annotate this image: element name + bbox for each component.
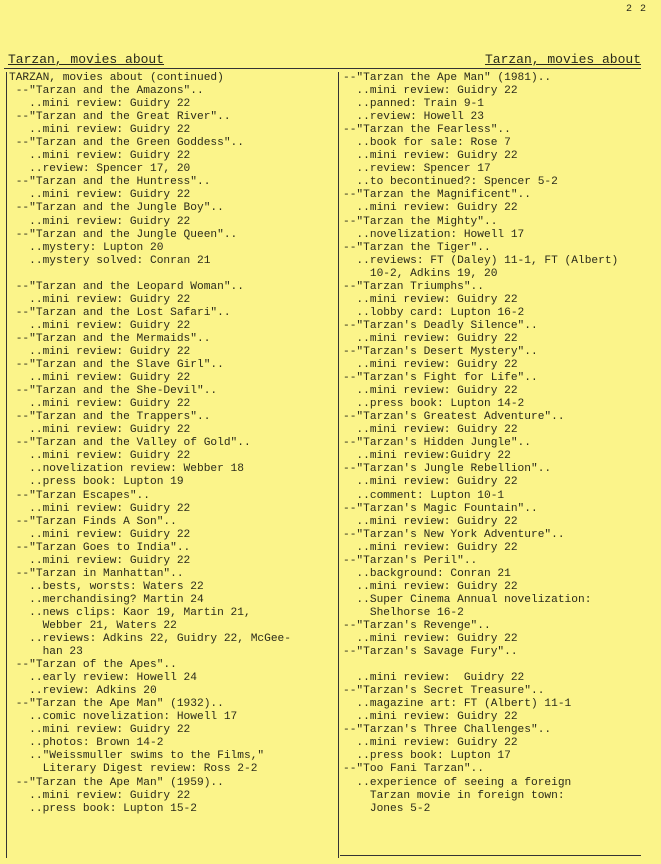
index-entry-line [343,659,651,672]
bottom-rule [340,855,641,856]
index-entry-line: --"Tarzan's Secret Treasure".. [343,685,545,698]
index-entry-line: --"Tarzan Triumphs".. [343,280,484,293]
index-entry-line: --"Tarzan's New York Adventure".. [343,528,565,541]
right-column [338,72,651,858]
header-rule [4,68,641,69]
index-entry-line: ..mini review: Guidry 22 [343,476,518,489]
index-entry-line: --"Tarzan and the Amazons".. [9,85,204,98]
index-entry-line: --"Tarzan and the Trappers".. [9,411,211,424]
index-entry-line: --"Tarzan and the Green Goddess".. [9,137,244,150]
index-entry-line: --"Tarzan's Three Challenges".. [343,724,552,737]
index-entry-line: --"Tarzan's Jungle Rebellion".. [343,463,552,476]
index-entry-line: --"Tarzan and the Slave Girl".. [9,359,224,372]
index-entry-line: ..mini review: Guidry 22 [9,372,191,385]
index-entry-line: --"Tarzan's Greatest Adventure".. [343,411,565,424]
index-entry-line: --"Tarzan the Tiger".. [343,241,491,254]
index-entry-line: ..comic novelization: Howell 17 [9,711,238,724]
index-entry-line: ..mini review: Guidry 22 [9,150,191,163]
index-entry-line: --"Tarzan and the Lost Safari".. [9,306,231,319]
index-entry-line: ..mini review: Guidry 22 [343,150,518,163]
index-entry-line: ..mini review: Guidry 22 [343,293,518,306]
right-header-title: Tarzan, movies about [484,52,641,67]
index-entry-line: ..Super Cinema Annual novelization: [343,593,592,606]
index-entry-line: ..mini review: Guidry 22 [9,98,191,111]
index-entry-line: --"Tarzan the Ape Man" (1959).. [9,776,224,789]
index-entry-line: Literary Digest review: Ross 2-2 [9,763,258,776]
index-entry-line: ..mini review: Guidry 22 [9,424,191,437]
index-entry-line: ..mystery: Lupton 20 [9,241,164,254]
index-entry-line: ..mini review: Guidry 22 [343,515,518,528]
index-entry-line: ..review: Adkins 20 [9,685,157,698]
page-number: 2 2 [625,4,647,15]
index-entry-line: ..mini review: Guidry 22 [343,424,518,437]
index-entry-line: --"Tarzan and the Valley of Gold".. [9,437,251,450]
index-entry-line: ..novelization review: Webber 18 [9,463,244,476]
index-entry-line: ..mini review: Guidry 22 [343,580,518,593]
index-entry-line: ..mini review: Guidry 22 [9,528,191,541]
index-entry-line: --"Tarzan's Desert Mystery".. [343,345,538,358]
index-entry-line: ..experience of seeing a foreign [343,776,572,789]
index-entry-line: ..mini review: Guidry 22 [9,345,191,358]
index-entry-line: ..to becontinued?: Spencer 5-2 [343,176,558,189]
index-entry-line: --"Tarzan Goes to India".. [9,541,191,554]
index-entry-line: ..mini review: Guidry 22 [9,398,191,411]
index-entry-line: ..mini review: Guidry 22 [9,319,191,332]
index-entry-line: .."Weissmuller swims to the Films," [9,750,265,763]
index-entry-line: --"Too Fani Tarzan".. [343,763,484,776]
index-entry-line: --"Tarzan the Ape Man" (1932).. [9,698,224,711]
index-entry-line: ..mini review: Guidry 22 [343,332,518,345]
index-entry-line: --"Tarzan and the Leopard Woman".. [9,280,244,293]
index-entry-line: ..early review: Howell 24 [9,672,197,685]
index-entry-line: --"Tarzan's Savage Fury".. [343,646,518,659]
index-entry-line: Shelhorse 16-2 [343,606,464,619]
index-entry-line: --"Tarzan and the Mermaids".. [9,332,211,345]
index-entry-line: ..press book: Lupton 15-2 [9,802,197,815]
index-entry-line: ..mini review: Guidry 22 [9,215,191,228]
index-entry-line: ..mini review: Guidry 22 [9,502,191,515]
index-entry-line: ..mystery solved: Conran 21 [9,254,211,267]
index-entry-line: ..mini review: Guidry 22 [343,633,518,646]
index-entry-line: ..photos: Brown 14-2 [9,737,164,750]
index-entry-line: ..mini review: Guidry 22 [343,711,518,724]
index-entry-line: ..mini review: Guidry 22 [343,85,518,98]
index-entry-line: ..magazine art: FT (Albert) 11-1 [343,698,572,711]
index-entry-line: ..mini review: Guidry 22 [9,189,191,202]
index-entry-line: --"Tarzan's Peril".. [343,554,478,567]
index-entry-line: --"Tarzan's Fight for Life".. [343,372,538,385]
index-entry-line: ..lobby card: Lupton 16-2 [343,306,525,319]
index-entry-line: --"Tarzan the Fearless".. [343,124,511,137]
index-entry-line [9,268,329,281]
index-entry-line: ..reviews: FT (Daley) 11-1, FT (Albert) [343,254,619,267]
index-entry-line: ..mini review: Guidry 22 [343,541,518,554]
index-entry-line: Jones 5-2 [343,802,431,815]
index-entry-line: ..mini review: Guidry 22 [9,124,191,137]
index-entry-line: --"Tarzan in Manhattan".. [9,567,184,580]
index-entry-line: --"Tarzan Finds A Son".. [9,515,177,528]
index-entry-line: ..reviews: Adkins 22, Guidry 22, McGee- [9,633,291,646]
index-entry-line: ..press book: Lupton 17 [343,750,511,763]
index-entry-line: ..mini review: Guidry 22 [343,202,518,215]
index-entry-line: ..mini review: Guidry 22 [9,554,191,567]
index-entry-line: ..mini review: Guidry 22 [343,359,518,372]
index-entry-line: ..review: Spencer 17, 20 [9,163,191,176]
index-entry-line: --"Tarzan's Magic Fountain".. [343,502,538,515]
index-entry-line: ..background: Conran 21 [343,567,511,580]
index-entry-line: ..review: Spencer 17 [343,163,491,176]
index-entry-line: --"Tarzan the Ape Man" (1981).. [343,72,552,84]
index-entry-line: --"Tarzan and the Great River".. [9,111,231,124]
index-entry-line: ..mini review: Guidry 22 [9,293,191,306]
index-entry-line: --"Tarzan's Hidden Jungle".. [343,437,531,450]
index-entry-line: ..mini review:Guidry 22 [343,450,511,463]
index-entry-line: TARZAN, movies about (continued) [9,72,224,84]
index-entry-line: Tarzan movie in foreign town: [343,789,565,802]
index-entry-line: --"Tarzan and the Jungle Queen".. [9,228,238,241]
index-entry-line: --"Tarzan's Revenge".. [343,619,491,632]
index-entry-line: ..news clips: Kaor 19, Martin 21, [9,606,251,619]
index-entry-line: --"Tarzan the Magnificent".. [343,189,531,202]
index-entry-line: ..merchandising? Martin 24 [9,593,204,606]
index-entry-line: 10-2, Adkins 19, 20 [343,267,498,280]
index-entry-line: ..press book: Lupton 19 [9,476,184,489]
index-entry-line: ..bests, worsts: Waters 22 [9,580,204,593]
index-entry-line: ..mini review: Guidry 22 [343,737,518,750]
index-entry-line: ..mini review: Guidry 22 [343,385,518,398]
index-entry-line: --"Tarzan and the Jungle Boy".. [9,202,224,215]
index-entry-line: ..novelization: Howell 17 [343,228,525,241]
index-entry-line: --"Tarzan Escapes".. [9,489,150,502]
index-entry-line: --"Tarzan's Deadly Silence".. [343,319,538,332]
index-entry-line: ..comment: Lupton 10-1 [343,489,505,502]
index-entry-line: --"Tarzan the Mighty".. [343,215,498,228]
index-entry-line: ..press book: Lupton 14-2 [343,398,525,411]
index-entry-line: --"Tarzan and the She-Devil".. [9,385,218,398]
index-entry-line: ..panned: Train 9-1 [343,98,484,111]
index-entry-line: ..mini review: Guidry 22 [343,672,525,685]
index-entry-line: ..mini review: Guidry 22 [9,789,191,802]
index-entry-line: --"Tarzan and the Huntress".. [9,176,211,189]
left-column [6,72,329,858]
left-header-title: Tarzan, movies about [8,52,165,67]
index-entry-line: ..mini review: Guidry 22 [9,724,191,737]
index-entry-line: ..book for sale: Rose 7 [343,137,511,150]
index-entry-line: --"Tarzan of the Apes".. [9,659,177,672]
index-entry-line: Webber 21, Waters 22 [9,619,177,632]
index-entry-line: ..mini review: Guidry 22 [9,450,191,463]
index-entry-line: ..review: Howell 23 [343,111,484,124]
index-entry-line: han 23 [9,646,83,659]
